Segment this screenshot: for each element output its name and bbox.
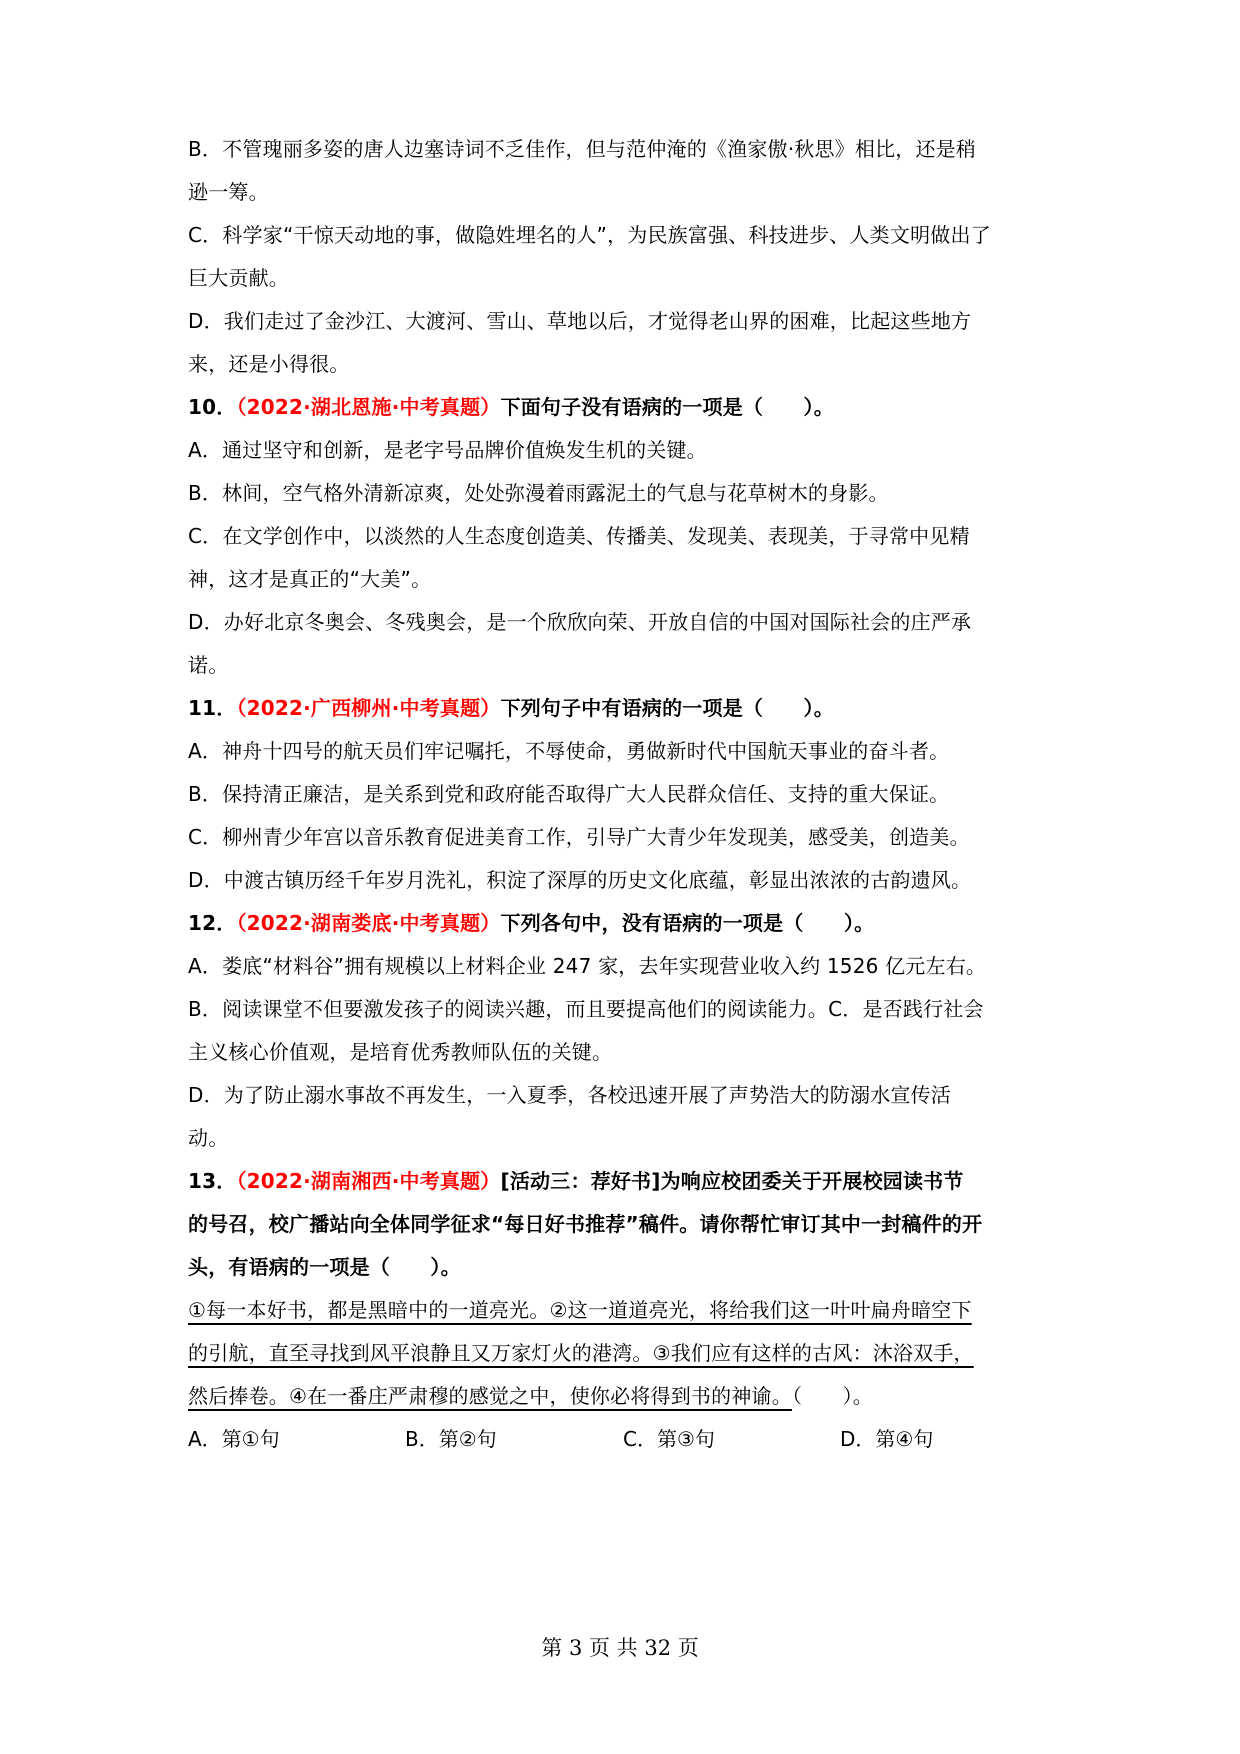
q11-stem bbox=[188, 694, 834, 722]
q12-option-a: A．娄底“材料谷”拥有规模以上材料企业 247 家，去年实现营业收入约 1526 亿元左右。 bbox=[188, 954, 987, 978]
q10-stem bbox=[188, 393, 834, 421]
question-number: 12． bbox=[188, 911, 237, 935]
q12-stem bbox=[188, 909, 874, 937]
question-text: 下面句子没有语病的一项是（ ）。 bbox=[500, 395, 834, 419]
question-number: 13． bbox=[188, 1169, 237, 1193]
q13-option-c: C．第③句 bbox=[623, 1427, 715, 1451]
q13-passage-line2: 的引航，直至寻找到风平浪静且又万家灯火的港湾。③我们应有这样的古风：沐浴双手， bbox=[188, 1341, 974, 1365]
q11-option-c: C．柳州青少年宫以音乐教育促进美育工作，引导广大青少年发现美，感受美，创造美。 bbox=[188, 825, 970, 849]
q11-option-b: B．保持清正廉洁，是关系到党和政府能否取得广大人民群众信任、支持的重大保证。 bbox=[188, 782, 950, 806]
q10-option-d-line2: 诺。 bbox=[188, 653, 229, 677]
question-number: 10． bbox=[188, 395, 237, 419]
q9-option-d-line1: D．我们走过了金沙江、大渡河、雪山、草地以后，才觉得老山界的困难，比起这些地方 bbox=[188, 309, 972, 333]
q10-option-d-line1: D．办好北京冬奥会、冬残奥会，是一个欣欣向荣、开放自信的中国对国际社会的庄严承 bbox=[188, 610, 972, 634]
q9-option-d-line2: 来，还是小得很。 bbox=[188, 352, 350, 376]
q13-stem-line2: 的号召，校广播站向全体同学征求“每日好书推荐”稿件。请你帮忙审订其中一封稿件的开 bbox=[188, 1212, 983, 1236]
q13-stem-line1 bbox=[188, 1167, 964, 1195]
q12-option-c-line2: 主义核心价值观，是培育优秀教师队伍的关键。 bbox=[188, 1040, 613, 1064]
passage-text: 然后捧卷。④在一番庄严肃穆的感觉之中，使你必将得到书的神谕。 bbox=[188, 1384, 792, 1408]
q13-stem-line3: 头，有语病的一项是（ ）。 bbox=[188, 1255, 461, 1279]
q13-option-b: B．第②句 bbox=[405, 1427, 497, 1451]
q9-option-c-line1: C．科学家“干惊天动地的事，做隐姓埋名的人”，为民族富强、科技进步、人类文明做出了 bbox=[188, 223, 991, 247]
question-text: [活动三：荐好书]为响应校团委关于开展校园读书节 bbox=[500, 1169, 964, 1193]
q12-option-d-line2: 动。 bbox=[188, 1126, 229, 1150]
q11-option-a: A．神舟十四号的航天员们牢记嘱托，不辱使命，勇做新时代中国航天事业的奋斗者。 bbox=[188, 739, 950, 763]
q10-option-c-line1: C．在文学创作中，以淡然的人生态度创造美、传播美、发现美、表现美，于寻常中见精 bbox=[188, 524, 970, 548]
q13-option-d: D．第④句 bbox=[840, 1427, 934, 1451]
answer-blank: （ ）。 bbox=[791, 1384, 873, 1408]
question-text: 下列各句中，没有语病的一项是（ ）。 bbox=[500, 911, 875, 935]
question-source: （2022·湖南娄底·中考真题） bbox=[236, 911, 501, 935]
q13-passage-line1: ①每一本好书，都是黑暗中的一道亮光。②这一道道亮光，将给我们这一叶叶扁舟暗空下 bbox=[188, 1298, 972, 1322]
q13-passage-line3 bbox=[188, 1382, 873, 1410]
question-number: 11． bbox=[188, 696, 237, 720]
question-text: 下列句子中有语病的一项是（ ）。 bbox=[500, 696, 834, 720]
q12-option-d-line1: D．为了防止溺水事故不再发生，一入夏季，各校迅速开展了声势浩大的防溺水宣传活 bbox=[188, 1083, 951, 1107]
q10-option-a: A．通过坚守和创新，是老字号品牌价值焕发生机的关键。 bbox=[188, 438, 707, 462]
page-number-footer: 第 3 页 共 32 页 bbox=[541, 1636, 699, 1660]
question-source: （2022·湖北恩施·中考真题） bbox=[236, 395, 501, 419]
q9-option-b-line2: 逊一筹。 bbox=[188, 180, 269, 204]
question-source: （2022·湖南湘西·中考真题） bbox=[236, 1169, 501, 1193]
q10-option-c-line2: 神，这才是真正的“大美”。 bbox=[188, 567, 432, 591]
q10-option-b: B．林间，空气格外清新凉爽，处处弥漫着雨露泥土的气息与花草树木的身影。 bbox=[188, 481, 889, 505]
q9-option-c-line2: 巨大贡献。 bbox=[188, 266, 289, 290]
q9-option-b-line1: B．不管瑰丽多姿的唐人边塞诗词不乏佳作，但与范仲淹的《渔家傲·秋思》相比，还是稍 bbox=[188, 137, 977, 161]
q13-option-a: A．第①句 bbox=[188, 1427, 280, 1451]
q11-option-d: D．中渡古镇历经千年岁月洗礼，积淀了深厚的历史文化底蕴，彰显出浓浓的古韵遗风。 bbox=[188, 868, 972, 892]
question-source: （2022·广西柳州·中考真题） bbox=[236, 696, 501, 720]
q12-option-bc-line1: B．阅读课堂不但要激发孩子的阅读兴趣，而且要提高他们的阅读能力。C．是否践行社会 bbox=[188, 997, 984, 1021]
